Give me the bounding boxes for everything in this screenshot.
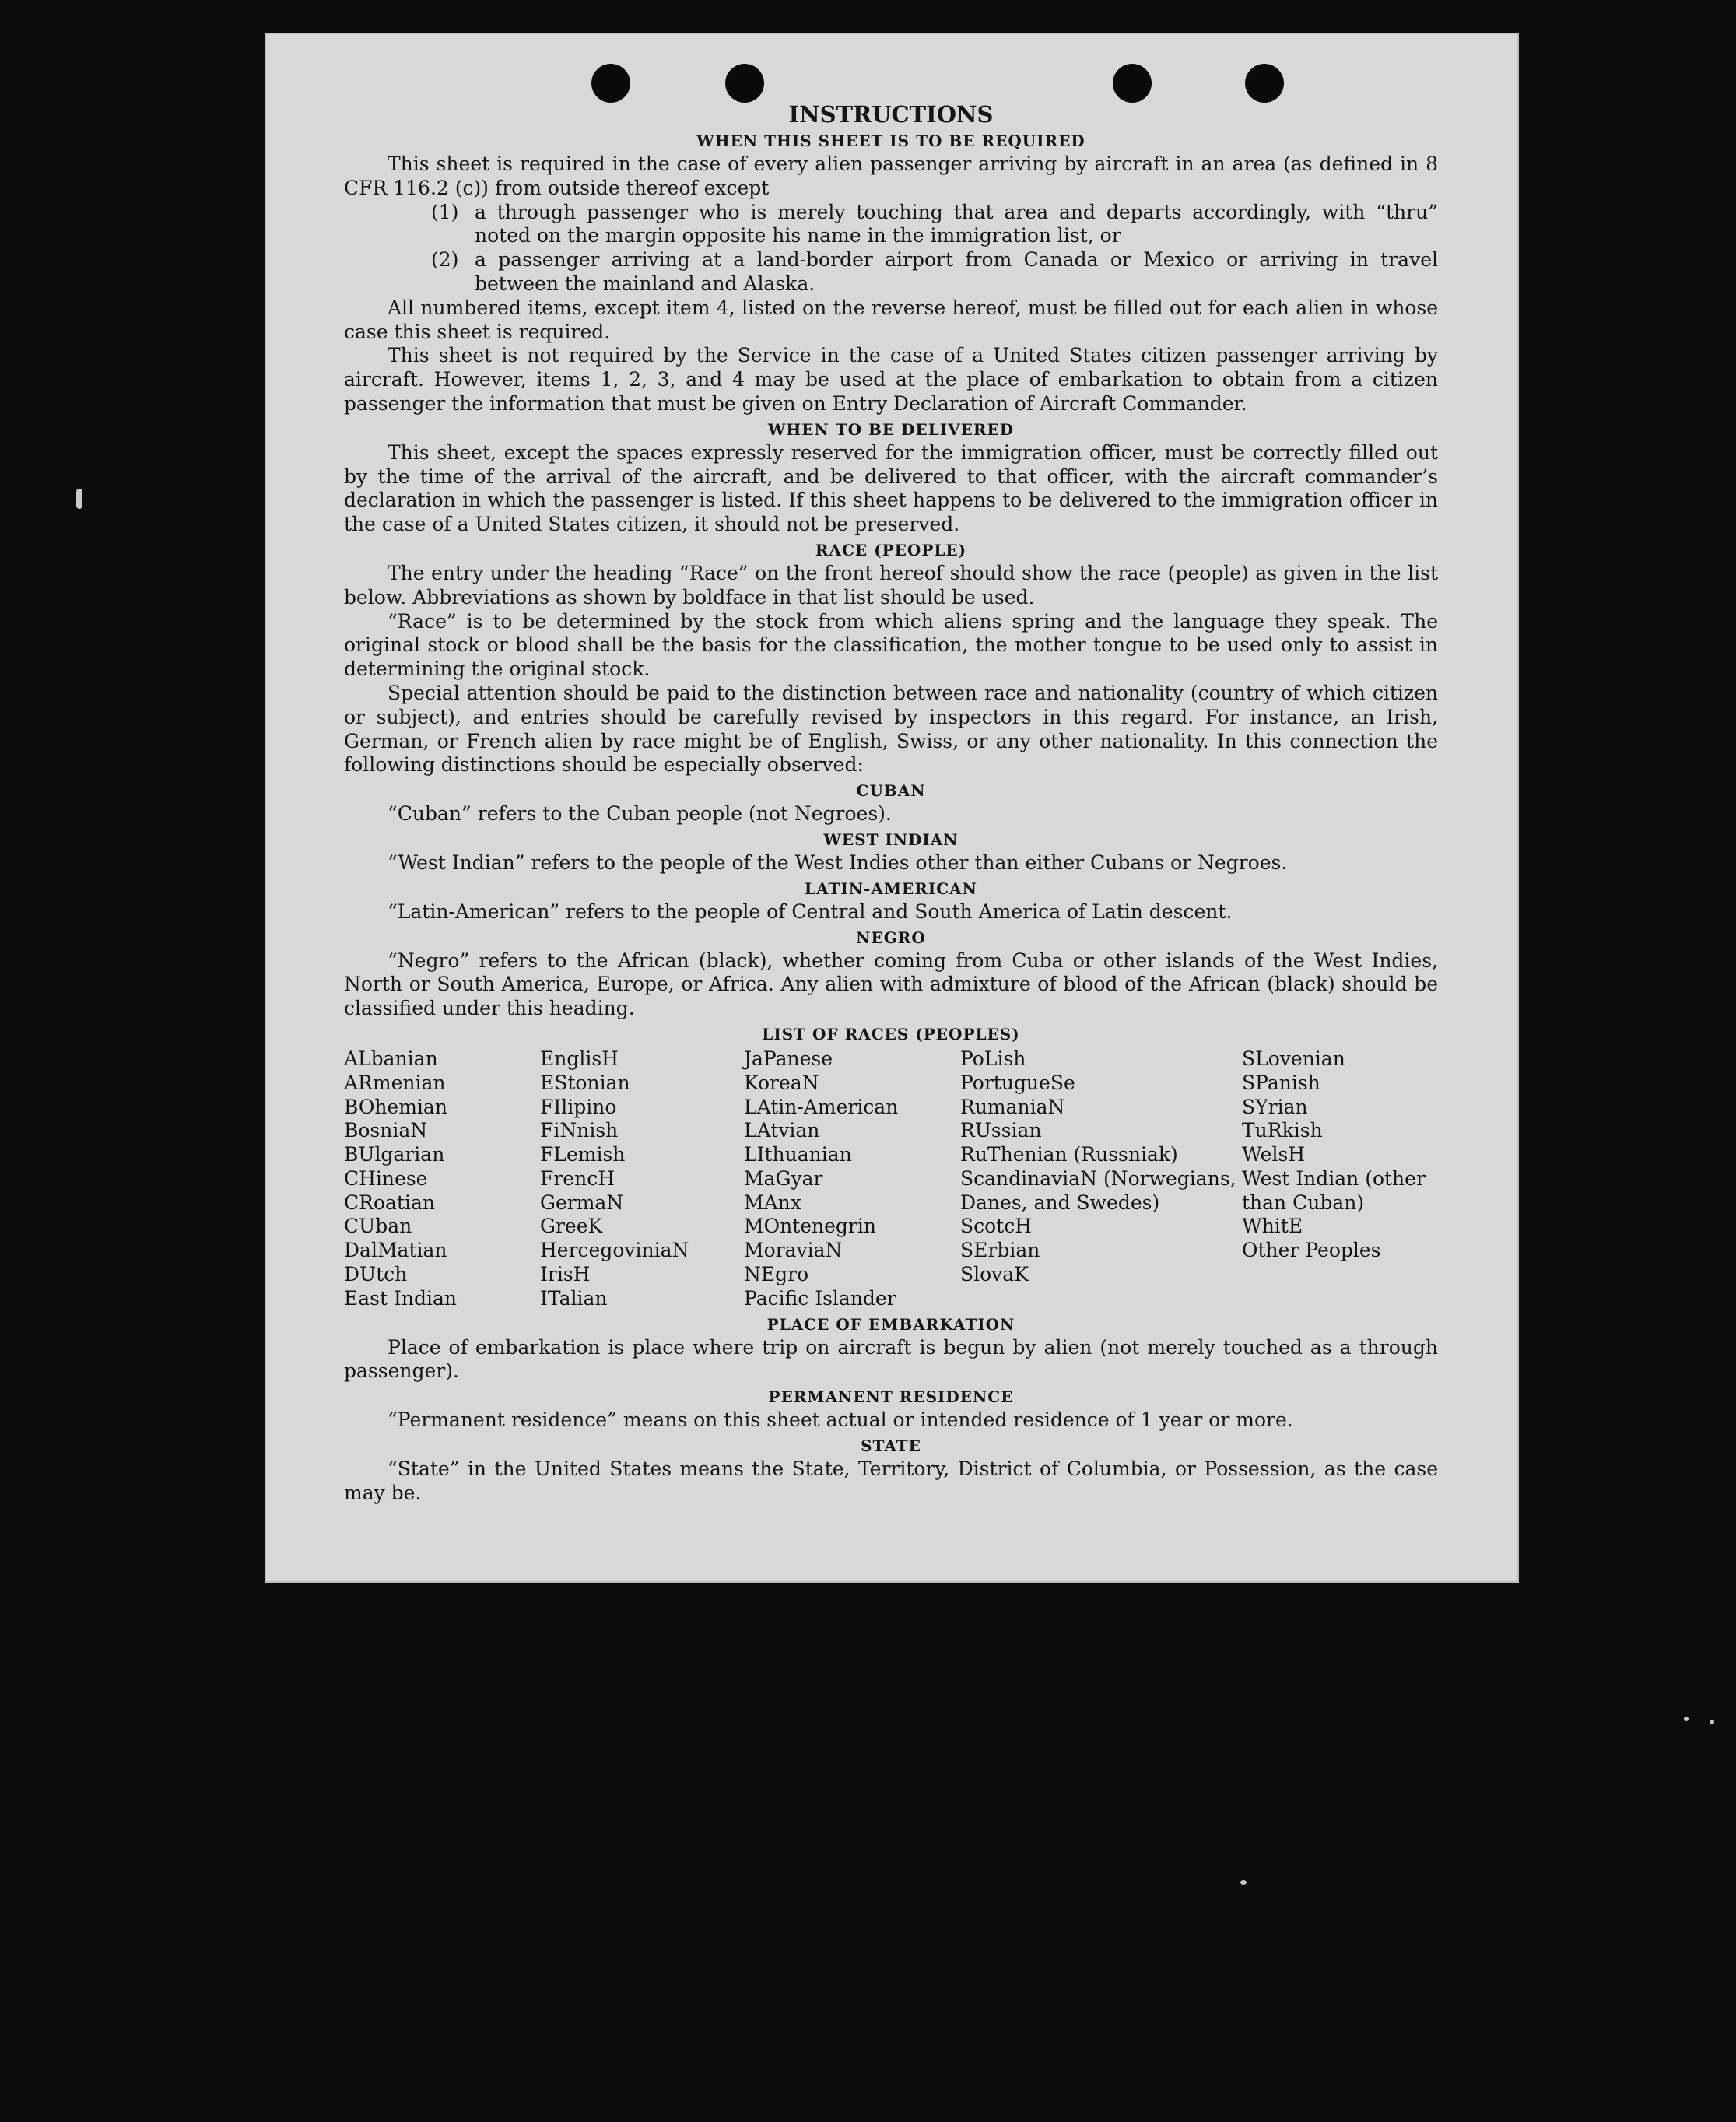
item-number: (2) <box>431 248 459 272</box>
item-text: a through passenger who is merely touching that area and departs accordingly, with “thru” noted on the margin opposite his name in the immigration list, or <box>475 200 1438 247</box>
paragraph: Place of embarkation is place where trip on aircraft is begun by alien (not merely touched as a through passenger). <box>344 1335 1438 1383</box>
race-item: East Indian <box>344 1286 457 1310</box>
race-item: BUlgarian <box>344 1143 445 1166</box>
paragraph: “Latin-American” refers to the people of Central and South America of Latin descent. <box>388 900 1233 923</box>
instructions-body <box>344 101 1438 1506</box>
paragraph: “Race” is to be determined by the stock from which aliens spring and the language they speak. The original stock or blood shall be the basis for the classification, the mother tongue to be used only to assist in determining the original stock. <box>344 609 1438 681</box>
heading-embarkation: PLACE OF EMBARKATION <box>766 1314 1015 1334</box>
list-item <box>431 201 1438 249</box>
race-item: MoraviaN <box>744 1239 843 1262</box>
race-column <box>1242 1047 1438 1311</box>
race-item: GermaN <box>540 1191 624 1214</box>
page-title: INSTRUCTIONS <box>788 101 994 128</box>
race-item: WhitE <box>1242 1215 1303 1238</box>
race-item: FLemish <box>540 1143 626 1166</box>
race-item: TuRkish <box>1242 1119 1323 1142</box>
race-item: FrencH <box>540 1166 615 1190</box>
paragraph: “Cuban” refers to the Cuban people (not Negroes). <box>388 802 892 826</box>
scan-speck <box>1684 1717 1689 1721</box>
race-item: GreeK <box>540 1215 603 1238</box>
paragraph: This sheet is not required by the Service in the case of a United States citizen passenger arriving by aircraft. However, items 1, 2, 3, and 4 may be used at the place of embarkation to obtain from a citizen passenger the information that must be given on Entry Declaration of Aircraft Commander. <box>344 344 1438 415</box>
punch-hole <box>725 64 764 103</box>
punch-hole <box>1113 64 1152 103</box>
heading-permanent-residence: PERMANENT RESIDENCE <box>768 1387 1014 1407</box>
race-item: SErbian <box>960 1239 1040 1262</box>
race-item: SlovaK <box>960 1263 1029 1286</box>
race-item: ARmenian <box>344 1071 446 1094</box>
race-item: WelsH <box>1242 1143 1306 1166</box>
race-item: SLovenian <box>1242 1047 1345 1070</box>
item-text: a passenger arriving at a land-border airport from Canada or Mexico or arriving in travel between the mainland and Alaska. <box>475 248 1438 295</box>
race-item: RumaniaN <box>960 1095 1065 1118</box>
race-item: LAtvian <box>744 1119 820 1142</box>
document-page <box>265 33 1519 1583</box>
race-item: ITalian <box>540 1286 608 1310</box>
race-item: Pacific Islander <box>744 1286 896 1310</box>
race-item: IrisH <box>540 1263 591 1286</box>
race-item: PoLish <box>960 1047 1026 1070</box>
paragraph: “West Indian” refers to the people of the West Indies other than either Cubans or Negroes. <box>388 851 1288 874</box>
race-item: SYrian <box>1242 1095 1308 1118</box>
race-item: LAtin-American <box>744 1095 899 1118</box>
race-item: EnglisH <box>540 1047 619 1070</box>
heading-race: RACE (PEOPLE) <box>815 540 967 559</box>
race-item: BOhemian <box>344 1095 447 1118</box>
list-item <box>431 248 1438 296</box>
heading-cuban: CUBAN <box>856 781 926 801</box>
race-item: FiNnish <box>540 1119 619 1142</box>
heading-list-of-races: LIST OF RACES (PEOPLES) <box>762 1024 1020 1043</box>
heading-when-delivered: WHEN TO BE DELIVERED <box>767 419 1015 439</box>
race-item: ScotcH <box>960 1215 1033 1238</box>
heading-negro: NEGRO <box>856 928 926 947</box>
paragraph: “Permanent residence” means on this sheet actual or intended residence of 1 year or more. <box>388 1408 1293 1432</box>
race-item: EStonian <box>540 1071 630 1094</box>
race-item: RuThenian (Russniak) <box>960 1143 1178 1166</box>
race-item: HercegoviniaN <box>540 1239 689 1262</box>
race-item: NEgro <box>744 1263 809 1286</box>
paragraph: The entry under the heading “Race” on the front hereof should show the race (people) as given in the list below. Abbreviations as shown by boldface in that list should be used. <box>344 561 1438 609</box>
race-item: JaPanese <box>744 1047 833 1070</box>
heading-latin-american: LATIN-AMERICAN <box>805 879 977 898</box>
heading-when-required: WHEN THIS SHEET IS TO BE REQUIRED <box>696 132 1085 150</box>
scan-speck <box>76 489 82 509</box>
race-item: CHinese <box>344 1166 428 1190</box>
paragraph: All numbered items, except item 4, listed on the reverse hereof, must be filled out for each alien in whose case this sheet is required. <box>344 296 1438 343</box>
paragraph: “State” in the United States means the State, Territory, District of Columbia, or Possession, as the case may be. <box>344 1457 1438 1504</box>
race-column <box>344 1047 540 1311</box>
race-item: ScandinaviaN (Norwegians, Danes, and Swedes) <box>960 1166 1236 1214</box>
race-item: RUssian <box>960 1119 1042 1142</box>
race-item: BosniaN <box>344 1119 428 1142</box>
scan-speck <box>1710 1720 1714 1724</box>
race-column <box>960 1047 1242 1311</box>
item-number: (1) <box>431 200 459 223</box>
race-item: FIlipino <box>540 1095 617 1118</box>
race-item: LIthuanian <box>744 1143 852 1166</box>
race-item: SPanish <box>1242 1071 1320 1094</box>
race-item: CUban <box>344 1215 412 1238</box>
paragraph: This sheet, except the spaces expressly reserved for the immigration officer, must be correctly filled out by the time of the arrival of the aircraft, and be delivered to that officer, with the aircraft commander’s declaration in which the passenger is listed. If this sheet happens to be delivered to the immigration officer in the case of a United States citizen, it should not be preserved. <box>344 440 1438 536</box>
race-item: DUtch <box>344 1263 408 1286</box>
race-item: ALbanian <box>344 1047 438 1070</box>
race-item: KoreaN <box>744 1071 819 1094</box>
race-item: PortugueSe <box>960 1071 1075 1094</box>
race-item: MaGyar <box>744 1166 823 1190</box>
paragraph: “Negro” refers to the African (black), whether coming from Cuba or other islands of the West Indies, North or South America, Europe, or Africa. Any alien with admixture of blood of the African (black) should be classified under this heading. <box>344 949 1438 1020</box>
paragraph: Special attention should be paid to the distinction between race and nationality (country of which citizen or subject), and entries should be carefully revised by inspectors in this regard. For instance, an Irish, German, or French alien by race might be of English, Swiss, or any other nationality. In this connection the following distinctions should be especially observed: <box>344 681 1438 777</box>
heading-west-indian: WEST INDIAN <box>823 830 959 849</box>
race-item: MAnx <box>744 1191 801 1214</box>
race-item: MOntenegrin <box>744 1215 876 1238</box>
heading-state: STATE <box>861 1436 921 1456</box>
punch-hole <box>1245 64 1284 103</box>
punch-hole <box>591 64 630 103</box>
race-column <box>540 1047 744 1311</box>
race-item: DalMatian <box>344 1239 447 1262</box>
race-list <box>344 1047 1438 1311</box>
race-item: CRoatian <box>344 1191 435 1214</box>
race-column <box>744 1047 960 1311</box>
paragraph: This sheet is required in the case of every alien passenger arriving by aircraft in an area (as defined in 8 CFR 116.2 (c)) from outside thereof except <box>344 153 1438 199</box>
scan-speck <box>1240 1880 1247 1885</box>
race-item: Other Peoples <box>1242 1239 1381 1262</box>
race-item: West Indian (other than Cuban) <box>1242 1166 1426 1214</box>
